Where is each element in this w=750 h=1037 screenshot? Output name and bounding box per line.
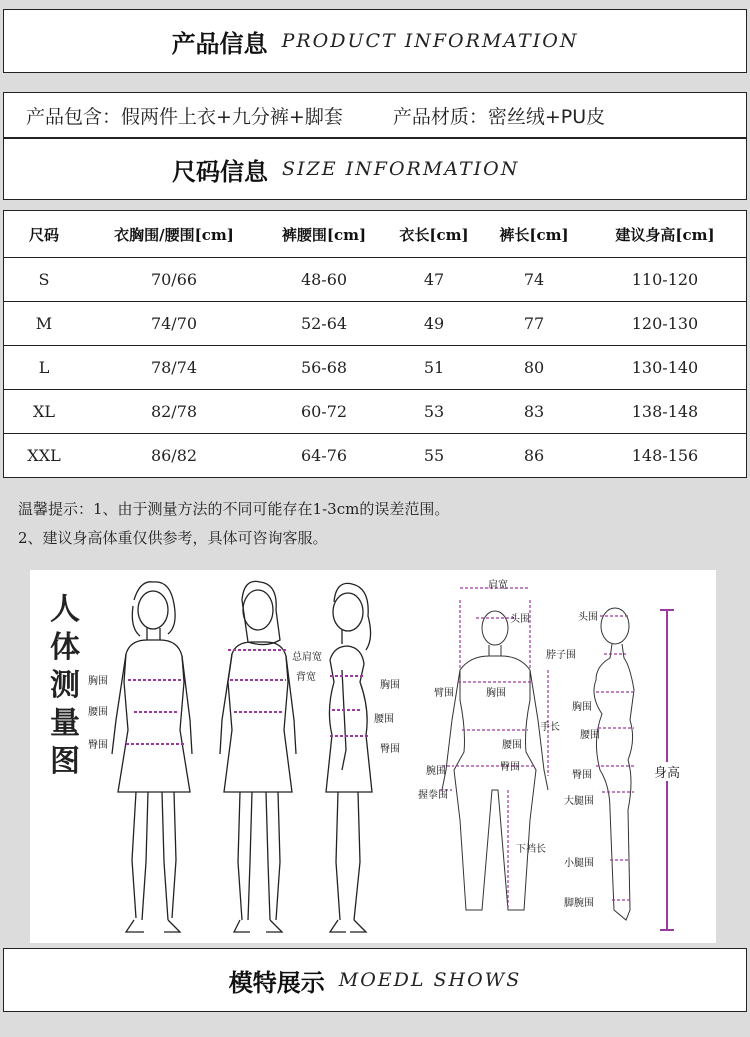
label-shoulder-width: 肩宽 bbox=[488, 580, 508, 591]
label-hip-side: 臀围 bbox=[380, 744, 400, 755]
diagram-title-char: 测 bbox=[50, 668, 80, 703]
label-ankle: 脚腕围 bbox=[564, 898, 594, 909]
cell-pants-waist: 64-76 bbox=[300, 446, 348, 465]
model-shows-title-en: MOEDL SHOWS bbox=[338, 969, 522, 991]
cell-height: 110-120 bbox=[584, 258, 747, 302]
outline-side-measures bbox=[596, 616, 636, 900]
cell-pants-length: 86 bbox=[523, 446, 545, 465]
label-back-width: 背宽 bbox=[296, 672, 316, 683]
cell-pants-waist: 56-68 bbox=[264, 346, 384, 390]
cell-pants-waist: 52-64 bbox=[264, 302, 384, 346]
label-head-front: 头围 bbox=[510, 614, 530, 625]
table-row bbox=[4, 302, 747, 346]
cell-pants-waist: 60-72 bbox=[264, 390, 384, 434]
product-material: 产品材质：密丝绒+PU皮 bbox=[392, 105, 606, 128]
label-calf: 小腿围 bbox=[564, 858, 594, 869]
col-header-pants-length: 裤长[cm] bbox=[484, 211, 584, 258]
col-header-chest-waist: 衣胸围/腰围[cm] bbox=[84, 211, 264, 258]
cell-pants-length: 80 bbox=[484, 346, 584, 390]
cell-chest-waist: 86/82 bbox=[150, 446, 198, 465]
label-chest-side: 胸围 bbox=[380, 680, 400, 691]
front-figure bbox=[112, 582, 192, 932]
label-fist: 握拳围 bbox=[418, 790, 448, 801]
label-chest-front: 胸围 bbox=[486, 688, 506, 699]
size-table-header-row bbox=[4, 211, 747, 258]
product-info-bar bbox=[3, 92, 747, 138]
figure-illustrations bbox=[30, 570, 716, 943]
model-shows-header bbox=[3, 948, 747, 1012]
label-hip-side2: 臀围 bbox=[572, 770, 592, 781]
cell-chest-waist: 70/66 bbox=[84, 258, 264, 302]
cell-chest-waist: 78/74 bbox=[84, 346, 264, 390]
size-info-header bbox=[3, 138, 747, 200]
cell-chest-waist: 82/78 bbox=[84, 390, 264, 434]
label-shoulder-total: 总肩宽 bbox=[292, 652, 322, 663]
col-header-height: 建议身高[cm] bbox=[584, 211, 747, 258]
cell-top-length: 55 bbox=[423, 446, 445, 465]
diagram-title-char: 人 bbox=[50, 592, 80, 627]
note-line-1: 温馨提示：1、由于测量方法的不同可能存在1-3cm的误差范围。 bbox=[18, 500, 450, 518]
diagram-title-char: 量 bbox=[50, 706, 80, 741]
size-table bbox=[3, 210, 747, 478]
label-waist-side2: 腰围 bbox=[580, 730, 600, 741]
diagram-title-char: 图 bbox=[50, 744, 80, 779]
outline-side-figure bbox=[594, 608, 634, 920]
label-arm: 臂围 bbox=[434, 688, 454, 699]
note-line-2: 2、建议身高体重仅供参考，具体可咨询客服。 bbox=[18, 529, 328, 547]
label-chest: 胸围 bbox=[88, 676, 108, 687]
cell-size: L bbox=[4, 346, 85, 390]
cell-size: XXL bbox=[27, 446, 61, 465]
cell-pants-length: 83 bbox=[484, 390, 584, 434]
cell-size: M bbox=[4, 302, 85, 346]
product-info-header bbox=[3, 9, 747, 73]
product-contents: 产品包含：假两件上衣+九分裤+脚套 bbox=[26, 105, 343, 128]
product-info-title-en: PRODUCT INFORMATION bbox=[281, 30, 579, 52]
table-row bbox=[4, 390, 747, 434]
cell-top-length: 47 bbox=[384, 258, 484, 302]
diagram-title-char: 体 bbox=[50, 630, 80, 665]
cell-pants-length: 74 bbox=[484, 258, 584, 302]
cell-chest-waist: 74/70 bbox=[84, 302, 264, 346]
col-header-top-length: 衣长[cm] bbox=[384, 211, 484, 258]
label-chest-side2: 胸围 bbox=[572, 702, 592, 713]
label-inseam: 下裆长 bbox=[516, 844, 546, 855]
table-row bbox=[4, 434, 747, 478]
back-figure bbox=[220, 581, 296, 932]
cell-size: S bbox=[4, 258, 85, 302]
label-height: 身高 bbox=[654, 762, 680, 781]
product-info-title: 产品信息 bbox=[171, 29, 268, 58]
cell-height: 148-156 bbox=[631, 446, 699, 465]
outline-front-measures bbox=[440, 588, 548, 910]
label-hip: 臀围 bbox=[88, 740, 108, 751]
label-neck: 脖子围 bbox=[546, 650, 576, 661]
cell-pants-length: 77 bbox=[484, 302, 584, 346]
outline-front-figure bbox=[442, 611, 548, 910]
size-info-title-en: SIZE INFORMATION bbox=[282, 158, 520, 180]
label-head-side: 头围 bbox=[578, 612, 598, 623]
size-info-title: 尺码信息 bbox=[172, 157, 268, 186]
cell-pants-waist: 48-60 bbox=[264, 258, 384, 302]
cell-top-length: 53 bbox=[384, 390, 484, 434]
col-header-size: 尺码 bbox=[4, 211, 85, 258]
label-waist: 腰围 bbox=[88, 707, 108, 718]
label-wrist: 腕围 bbox=[426, 766, 446, 777]
cell-height: 120-130 bbox=[584, 302, 747, 346]
label-waist-side: 腰围 bbox=[374, 714, 394, 725]
table-row bbox=[4, 258, 747, 302]
side-figure bbox=[326, 583, 372, 932]
table-row bbox=[4, 346, 747, 390]
label-hip-front: 臀围 bbox=[500, 762, 520, 773]
label-thigh: 大腿围 bbox=[564, 796, 594, 807]
cell-size: XL bbox=[4, 390, 85, 434]
cell-height: 130-140 bbox=[584, 346, 747, 390]
model-shows-title: 模特展示 bbox=[228, 968, 325, 997]
cell-height: 138-148 bbox=[584, 390, 747, 434]
label-hand-length: 手长 bbox=[540, 722, 560, 733]
label-waist-front: 腰围 bbox=[502, 740, 522, 751]
cell-top-length: 51 bbox=[384, 346, 484, 390]
col-header-pants-waist: 裤腰围[cm] bbox=[264, 211, 384, 258]
body-measurement-diagram bbox=[30, 570, 716, 943]
cell-top-length: 49 bbox=[384, 302, 484, 346]
measure-bands bbox=[126, 650, 370, 744]
